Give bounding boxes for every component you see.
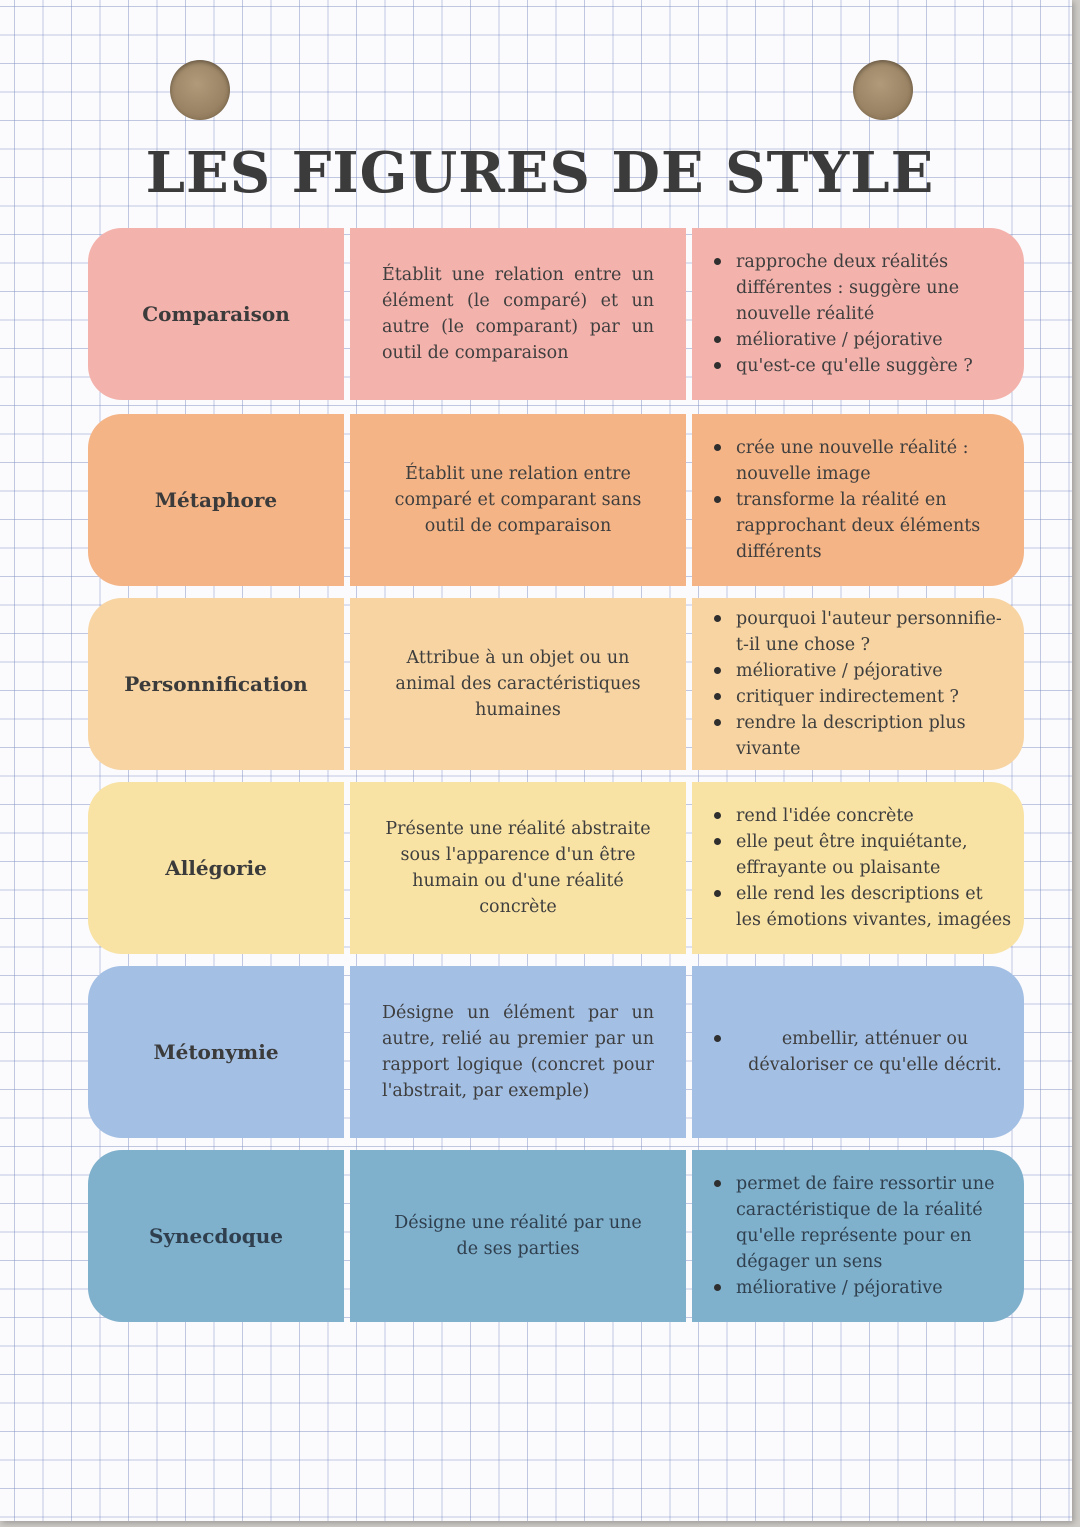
note-item: crée une nouvelle réalité : nouvelle image — [710, 435, 1012, 487]
figure-definition — [350, 228, 686, 400]
figure-row-allegorie — [88, 782, 1024, 954]
page-title: LES FIGURES DE STYLE — [145, 140, 935, 206]
figure-notes — [692, 228, 1024, 400]
figure-notes — [692, 1150, 1024, 1322]
figure-notes — [692, 966, 1024, 1138]
figure-name: Personnification — [88, 598, 344, 770]
note-item: méliorative / péjorative — [710, 327, 1012, 353]
notes-list — [710, 1026, 1012, 1078]
figure-notes — [692, 782, 1024, 954]
note-item: elle rend les descriptions et les émotions vivantes, imagées — [710, 881, 1012, 933]
figure-row-metaphore — [88, 414, 1024, 586]
note-item: méliorative / péjorative — [710, 658, 1012, 684]
note-item: permet de faire ressortir une caractéristique de la réalité qu'elle représente pour en dégager un sens — [710, 1171, 1012, 1275]
notes-list — [710, 435, 1012, 565]
notes-list — [710, 249, 1012, 379]
punch-hole-left — [170, 60, 230, 120]
punch-hole-right — [853, 60, 913, 120]
figure-notes — [692, 414, 1024, 586]
note-item: transforme la réalité en rapprochant deux éléments différents — [710, 487, 1012, 565]
figure-name: Métonymie — [88, 966, 344, 1138]
note-item: critiquer indirectement ? — [710, 684, 1012, 710]
figure-name: Comparaison — [88, 228, 344, 400]
figure-definition — [350, 966, 686, 1138]
definition-text: Présente une réalité abstraite sous l'apparence d'un être humain ou d'une réalité concrète — [385, 819, 651, 917]
notes-list — [710, 1171, 1012, 1301]
notes-list — [710, 803, 1012, 933]
figure-row-metonymie — [88, 966, 1024, 1138]
figure-notes — [692, 598, 1024, 770]
note-item: elle peut être inquiétante, effrayante ou plaisante — [710, 829, 1012, 881]
note-item: embellir, atténuer ou dévaloriser ce qu'elle décrit. — [710, 1026, 1012, 1078]
definition-text: Désigne une réalité par une de ses parties — [394, 1213, 642, 1259]
figure-row-personnification — [88, 598, 1024, 770]
definition-text: Établit une relation entre comparé et comparant sans outil de comparaison — [394, 464, 642, 536]
figure-definition — [350, 1150, 686, 1322]
notes-list — [710, 606, 1012, 762]
figure-name: Allégorie — [88, 782, 344, 954]
definition-text: Désigne un élément par un autre, relié au premier par un rapport logique (concret pour l'abstrait, par exemple) — [382, 1003, 654, 1101]
note-item: rend l'idée concrète — [710, 803, 1012, 829]
note-item: rapproche deux réalités différentes : suggère une nouvelle réalité — [710, 249, 1012, 327]
figure-name: Synecdoque — [88, 1150, 344, 1322]
definition-text: Attribue à un objet ou un animal des caractéristiques humaines — [395, 648, 641, 720]
note-item: méliorative / péjorative — [710, 1275, 1012, 1301]
figure-row-synecdoque — [88, 1150, 1024, 1322]
figure-row-comparaison — [88, 228, 1024, 400]
note-item: rendre la description plus vivante — [710, 710, 1012, 762]
note-item: pourquoi l'auteur personnifie-t-il une chose ? — [710, 606, 1012, 658]
note-item: qu'est-ce qu'elle suggère ? — [710, 353, 1012, 379]
figure-definition — [350, 598, 686, 770]
figure-definition — [350, 414, 686, 586]
figure-name: Métaphore — [88, 414, 344, 586]
figure-definition — [350, 782, 686, 954]
definition-text: Établit une relation entre un élément (le comparé) et un autre (le comparant) par un outil de comparaison — [382, 265, 654, 363]
